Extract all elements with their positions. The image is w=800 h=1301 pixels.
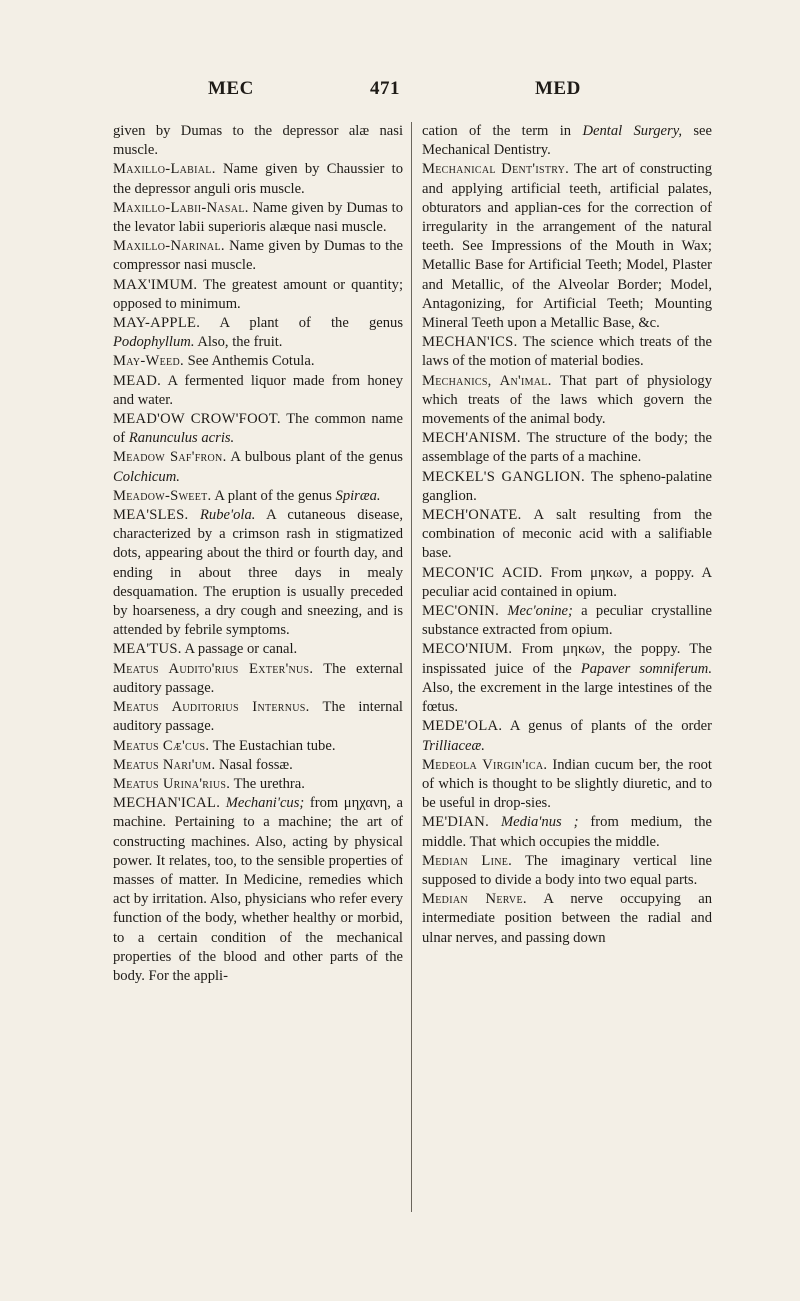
dictionary-entry xyxy=(113,756,403,775)
entry-italic-term: Dental Surgery, xyxy=(582,123,683,139)
entry-italic-term: Podophyllum. xyxy=(113,334,195,351)
entry-italic-term: Rube'ola. xyxy=(200,507,256,524)
entry-headword: Maxillo-Narinal. xyxy=(113,238,225,255)
entry-headword: Median Line. xyxy=(422,852,513,869)
entry-headword: MEAD'OW CROW'FOOT. xyxy=(113,411,281,428)
entry-italic-term: Spiræa. xyxy=(335,487,381,504)
entry-definition: Name given by Dumas to the levator labii superioris alæque nasi muscle. xyxy=(113,199,403,236)
entry-headword: MECH'ONATE. xyxy=(422,507,522,524)
column-divider xyxy=(411,122,412,1212)
entry-italic-term: Papaver somniferum. xyxy=(580,660,712,677)
right-column xyxy=(422,122,712,948)
entry-definition: A salt resulting from the combination of meconic acid with a salifiable base. xyxy=(422,507,712,562)
entry-headword: Meadow Saf'fron. xyxy=(113,449,227,466)
entry-definition: cation of the term in xyxy=(422,123,583,139)
dictionary-entry xyxy=(113,237,403,275)
entry-headword: MECHAN'ICAL. xyxy=(113,795,221,812)
entry-definition-tail: see Mechanical Dentistry. xyxy=(422,123,713,159)
dictionary-entry xyxy=(422,372,712,430)
header-right-guide-word: MED xyxy=(535,78,581,99)
entry-definition: Nasal fossæ. xyxy=(215,756,293,773)
dictionary-entry xyxy=(422,813,712,851)
dictionary-entry xyxy=(113,640,403,659)
dictionary-entry xyxy=(113,737,403,756)
entry-headword: MECHAN'ICS. xyxy=(422,334,518,351)
entry-definition: The urethra. xyxy=(230,775,305,792)
entry-definition-tail: Also, the fruit. xyxy=(194,334,283,351)
entry-definition: A nerve occupying an intermediate position between the radial and ulnar nerves, and passing down xyxy=(422,891,713,946)
entry-headword: MEAD. xyxy=(113,372,162,389)
entry-definition-tail: from μηχανη, a machine. Pertaining to a machine; the art of constructing machines. Also, acting by physical power. It relates, too, to the sensible properties of masses of matter. In Medicine, remedies which act by irritation. Also, physicians who refer every function of the body, whether healthy or morbid, to a certain condition of the mechanical properties of the blood and other parts of the body. For the appli- xyxy=(113,795,403,984)
entry-definition: A bulbous plant of the genus xyxy=(226,449,403,466)
entry-definition: The science which treats of the laws of the motion of material bodies. xyxy=(422,334,712,370)
running-head xyxy=(0,78,800,108)
entry-headword: ME'DIAN. xyxy=(422,814,490,831)
dictionary-entry xyxy=(422,333,712,371)
entry-italic-term: Mec'onine; xyxy=(507,603,573,620)
entry-italic-term: Media'nus ; xyxy=(501,814,579,831)
dictionary-entry xyxy=(422,506,712,564)
entry-definition: Name given by Chaussier to the depressor anguli oris muscle. xyxy=(113,161,403,197)
entry-headword: Maxillo-Labial. xyxy=(113,161,216,178)
entry-definition-tail: from medium, the middle. That which occupies the middle. xyxy=(422,814,712,850)
entry-headword: May-Weed. xyxy=(113,353,184,370)
dictionary-entry xyxy=(113,199,403,237)
entry-headword: Meatus Auditorius Internus. xyxy=(113,699,310,716)
left-column xyxy=(113,122,403,986)
entry-definition: From μηκων, a poppy. A peculiar acid contained in opium. xyxy=(422,564,712,600)
dictionary-entry xyxy=(113,160,403,198)
dictionary-entry xyxy=(113,410,403,448)
entry-definition-tail: a peculiar crystalline substance extracted from opium. xyxy=(422,603,712,639)
dictionary-entry xyxy=(422,122,712,160)
header-left-guide-word: MEC xyxy=(208,78,254,99)
dictionary-entry xyxy=(113,775,403,794)
dictionary-entry xyxy=(113,487,403,506)
entry-definition: The external auditory passage. xyxy=(113,660,403,696)
entry-definition: From μηκων, the poppy. The inspissated juice of the xyxy=(422,641,712,677)
entry-headword: MAY-APPLE. xyxy=(113,315,201,332)
entry-definition: Name given by Dumas to the compressor nasi muscle. xyxy=(113,238,403,274)
entry-definition-tail: A cutaneous disease, characterized by a crimson rash in stigmatized dots, appearing about the third or fourth day, and ending in about three days in mealy desquamation. The eruption is usually preceded by hoarseness, a dry cough and sneezing, and is attended by febrile symptoms. xyxy=(113,507,403,639)
dictionary-entry xyxy=(422,852,712,890)
entry-definition: The greatest amount or quantity; opposed to minimum. xyxy=(113,276,403,312)
dictionary-entry xyxy=(422,717,712,755)
entry-headword: MEDE'OLA. xyxy=(422,718,503,735)
entry-definition xyxy=(188,507,200,523)
page-number: 471 xyxy=(370,78,400,99)
dictionary-entry xyxy=(422,890,712,948)
dictionary-entry xyxy=(113,448,403,486)
dictionary-entry xyxy=(422,640,712,717)
dictionary-entry xyxy=(422,160,712,333)
entry-headword: MECON'IC ACID. xyxy=(422,564,543,581)
dictionary-entry xyxy=(113,122,403,160)
entry-headword: Meadow-Sweet. xyxy=(113,487,212,504)
dictionary-entry xyxy=(422,564,712,602)
entry-definition: A passage or canal. xyxy=(181,641,298,658)
entry-definition: A plant of the genus xyxy=(200,315,403,332)
entry-definition: The internal auditory passage. xyxy=(113,699,403,735)
entry-definition: The common name of xyxy=(113,411,404,447)
dictionary-entry xyxy=(113,698,403,736)
entry-italic-term: Colchicum. xyxy=(113,468,180,485)
entry-definition: The Eustachian tube. xyxy=(209,737,336,754)
entry-italic-term: Ranunculus acris. xyxy=(128,430,235,447)
entry-definition: The imaginary vertical line supposed to divide a body into two equal parts. xyxy=(422,852,712,888)
entry-headword: Medeola Virgin'ica. xyxy=(422,756,548,773)
dictionary-entry xyxy=(113,372,403,410)
dictionary-entry xyxy=(422,756,712,814)
entry-definition: That part of physiology which treats of the laws which govern the movements of the animal body. xyxy=(422,372,712,428)
entry-definition: A plant of the genus xyxy=(211,487,336,504)
entry-definition: given by Dumas to the depressor alæ nasi muscle. xyxy=(113,123,403,159)
entry-definition: The art of constructing and applying artificial teeth, artificial palates, obturators and applian-ces for the correction of irregularity in the arrangement of the natural teeth. See Impressions of the Mouth in Wax; Metallic Base for Artificial Teeth; Model, Plaster and Metallic, of the Alveolar Border; Model, Antagonizing, for Artificial Teeth; Mounting Mineral Teeth upon a Metallic Base, &c. xyxy=(422,161,713,332)
entry-definition: Indian cucum ber, the root of which is thought to be slightly diuretic, and to be useful in drop-sies. xyxy=(422,756,712,812)
dictionary-entry xyxy=(113,506,403,640)
entry-headword: Median Nerve. xyxy=(422,891,527,908)
entry-definition: A fermented liquor made from honey and water. xyxy=(113,372,403,408)
entry-definition xyxy=(489,814,501,830)
entry-definition: The spheno-palatine ganglion. xyxy=(422,468,712,504)
dictionary-entry xyxy=(422,602,712,640)
entry-headword: Meatus Nari'um. xyxy=(113,756,216,773)
entry-headword: MEA'SLES. xyxy=(113,507,189,524)
entry-headword: MECH'ANISM. xyxy=(422,430,521,447)
entry-headword: Mechanics, An'imal. xyxy=(422,372,552,389)
entry-headword: Mechanical Dent'istry. xyxy=(422,161,570,178)
dictionary-entry xyxy=(113,660,403,698)
entry-headword: MECKEL'S GANGLION. xyxy=(422,468,585,485)
entry-headword: MEA'TUS. xyxy=(113,641,182,658)
entry-definition: A genus of plants of the order xyxy=(502,718,712,735)
entry-definition: See Anthemis Cotula. xyxy=(183,353,315,370)
entry-definition: The structure of the body; the assemblage of the parts of a machine. xyxy=(422,430,712,466)
entry-italic-term: Trilliaceæ. xyxy=(422,737,485,754)
entry-definition-tail: Also, the excrement in the large intestines of the fœtus. xyxy=(422,679,712,716)
entry-headword: MAX'IMUM. xyxy=(113,276,198,293)
entry-headword: Meatus Cæ'cus. xyxy=(113,737,210,754)
entry-headword: Meatus Urina'rius. xyxy=(113,775,231,792)
dictionary-entry xyxy=(113,352,403,371)
entry-headword: Maxillo-Labii-Nasal. xyxy=(113,199,249,216)
dictionary-entry xyxy=(113,276,403,314)
dictionary-entry xyxy=(113,794,403,986)
entry-italic-term: Mechani'cus; xyxy=(225,795,305,812)
entry-headword: MECO'NIUM. xyxy=(422,641,513,658)
entry-headword: MEC'ONIN. xyxy=(422,603,500,620)
dictionary-entry xyxy=(422,429,712,467)
dictionary-entry xyxy=(422,468,712,506)
entry-headword: Meatus Audito'rius Exter'nus. xyxy=(113,660,314,677)
dictionary-entry xyxy=(113,314,403,352)
